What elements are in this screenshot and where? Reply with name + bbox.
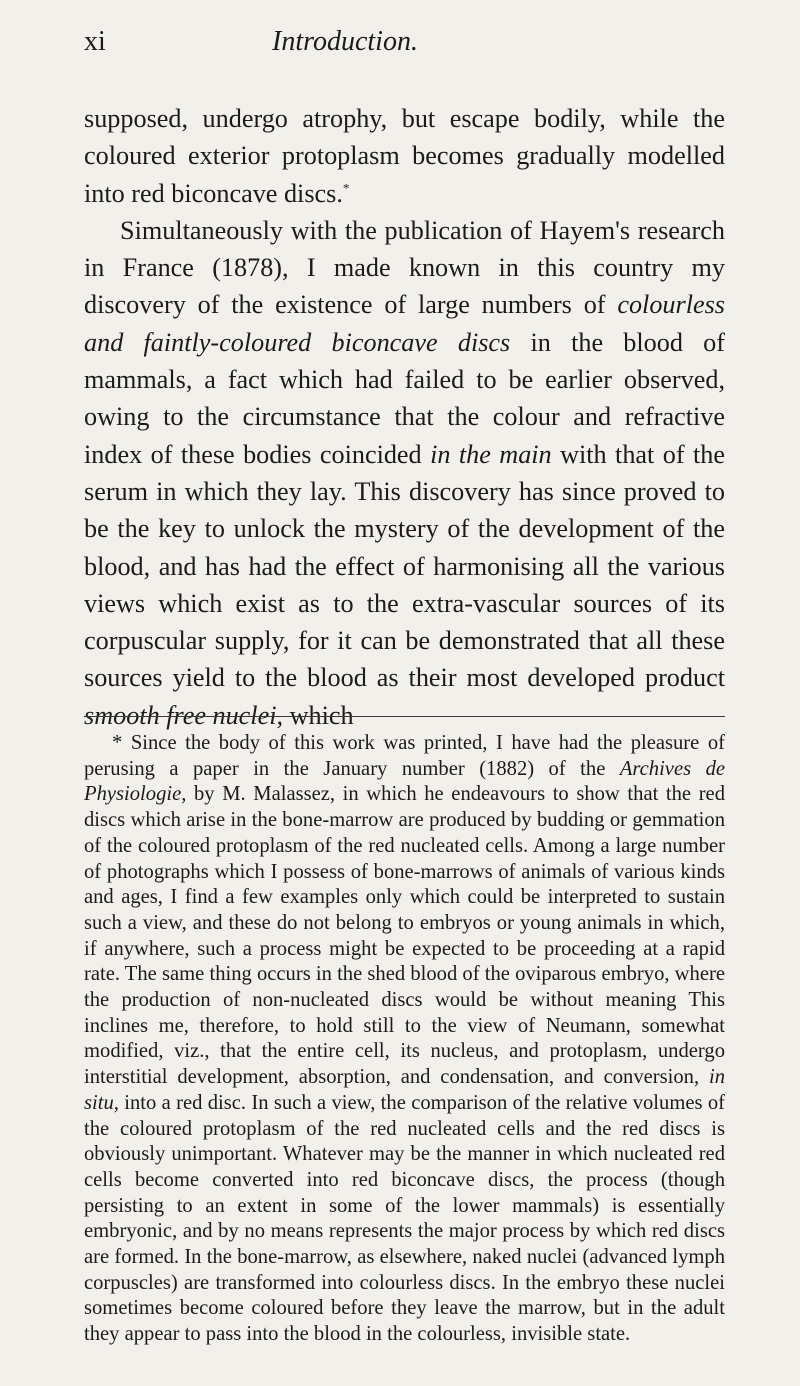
paragraph-continued bbox=[84, 100, 725, 212]
footnote-part-c: into a red disc. In such a view, the comparison of the relative volumes of the coloured protoplasm of the red nucleated cells and the red discs is obviously unimportant. Whatever may be the manner in which nucleated red cells become converted into red biconcave discs, the process (though persisting to an extent in some of the lower mammals) is essentially embryonic, and by no means represents the major process by which red discs are formed. In the bone-marrow, as elsewhere, naked nuclei (advanced lymph corpuscles) are transformed into colourless discs. In the embryo these nuclei sometimes become coloured before they leave the marrow, but in the adult they appear to pass into the blood in the colourless, invisible state. bbox=[84, 1091, 725, 1346]
paragraph-1-text: supposed, undergo atrophy, but escape bodily, while the coloured exterior protoplasm becomes gradually modelled into red biconcave discs. bbox=[84, 104, 725, 208]
footnote bbox=[84, 731, 725, 1348]
paragraph-2-part-b: in the blood of mammals, a fact which had failed to be earlier observed, owing to the circumstance that the colour and refractive index of these bodies coincided bbox=[84, 327, 725, 469]
emphasis-archives-title: Archives de Physiologie, bbox=[84, 757, 726, 806]
running-head bbox=[84, 26, 724, 66]
running-title: Introduction. bbox=[272, 26, 418, 57]
paragraph-2-part-a: Simultaneously with the publication of Hayem's research in France (1878), I made known in this country my discovery of the existence of large numbers of bbox=[84, 215, 725, 320]
emphasis-colourless-discs: colourless and faintly-coloured biconcave discs bbox=[84, 290, 725, 357]
footnote-divider bbox=[84, 716, 725, 717]
paragraph-discovery bbox=[84, 212, 725, 734]
paragraph-2-part-d: which bbox=[283, 700, 354, 730]
emphasis-in-the-main: in the main bbox=[430, 439, 552, 469]
paragraph-2-part-c: with that of the serum in which they lay. This discovery has since proved to be the key to unlock the mystery of the development of the blood, and has had the effect of harmonising all the various views which exist as to the extra-vascular sources of its corpuscular supply, for it can be demonstrated that all these sources yield to the blood as their most developed product bbox=[84, 439, 725, 693]
footnote-part-b: by M. Malassez, in which he endeavours to show that the red discs which arise in the bone-marrow are produced by budding or gemmation of the coloured protoplasm of the red nucleated cells. Among a large number of photographs which I possess of bone-marrows of animals of various kinds and ages, I find a few examples only which could be interpreted to sustain such a view, and these do not belong to embryos or young animals in which, if anywhere, such a process might be expected to be proceeding at a rapid rate. The same thing occurs in the shed blood of the oviparous embryo, where the production of non-nucleated discs would be without meaning This inclines me, therefore, to hold still to the view of Neumann, somewhat modified, viz., that the entire cell, its nucleus, and protoplasm, undergo interstitial development, absorption, and condensation, and conversion, bbox=[84, 783, 725, 1089]
emphasis-smooth-free-nuclei: smooth free nuclei, bbox=[84, 700, 284, 730]
footnote-marker: * bbox=[342, 179, 350, 195]
footnote-part-a: * Since the body of this work was printed, I have had the pleasure of perusing a paper in the January number (1882) of the bbox=[84, 732, 725, 780]
emphasis-in-situ: in situ, bbox=[84, 1066, 725, 1114]
page-number: xi bbox=[84, 26, 106, 57]
footnote-paragraph bbox=[84, 731, 725, 1348]
main-text bbox=[84, 100, 725, 734]
